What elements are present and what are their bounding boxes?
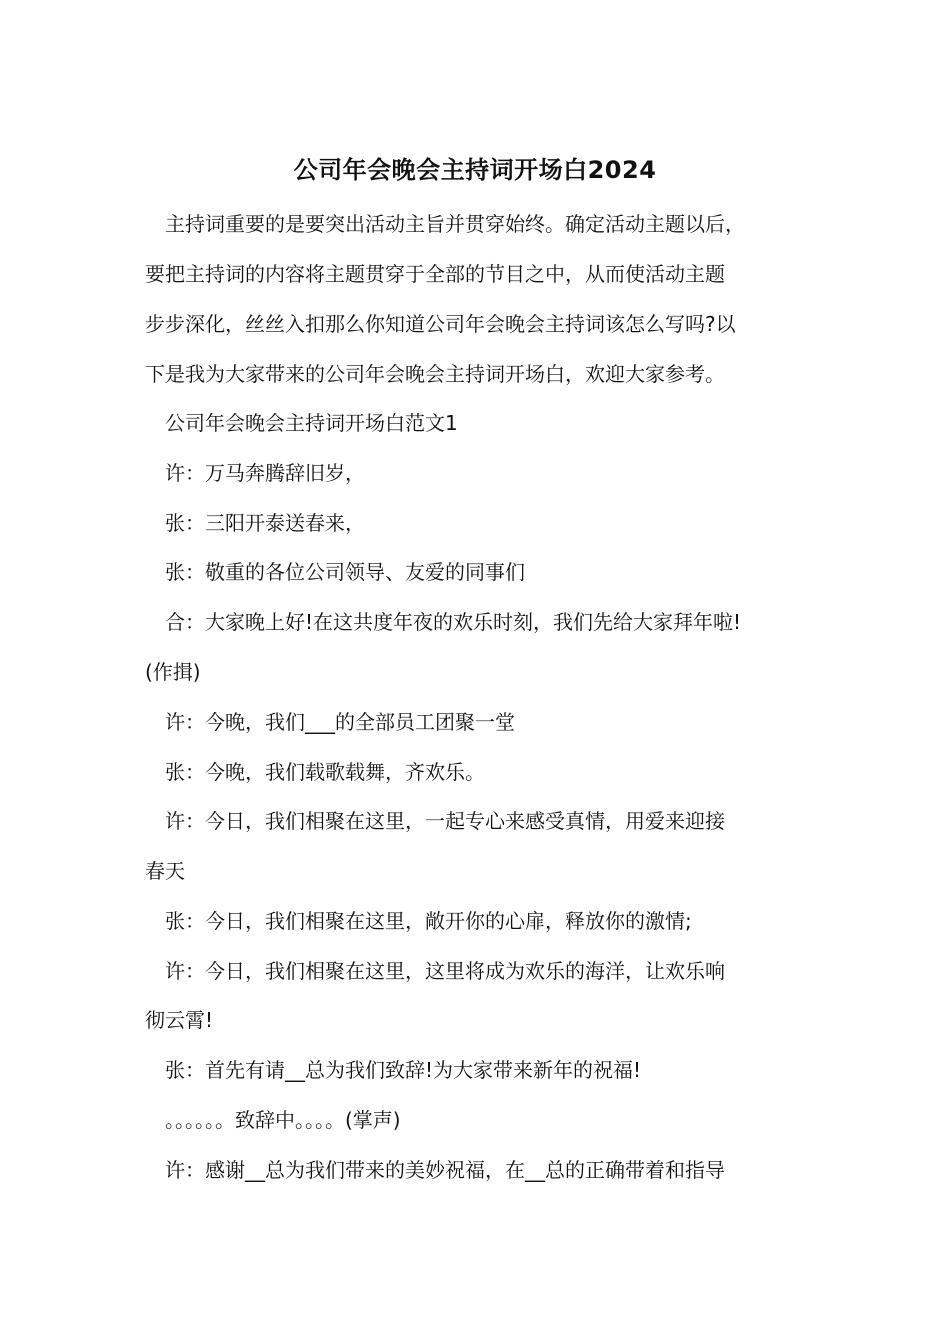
dialogue-line: 张：首先有请__总为我们致辞!为大家带来新年的祝福! xyxy=(145,1058,642,1082)
dialogue-line: 许：感谢__总为我们带来的美妙祝福，在__总的正确带着和指导 xyxy=(145,1158,725,1182)
paragraph-line: 步步深化，丝丝入扣那么你知道公司年会晚会主持词该怎么写吗?以 xyxy=(145,312,736,336)
dialogue-line: 彻云霄! xyxy=(145,1008,214,1032)
paragraph-line: 主持词重要的是要突出活动主旨并贯穿始终。确定活动主题以后， xyxy=(145,212,745,236)
dialogue-line: 张：今晚，我们载歌载舞，齐欢乐。 xyxy=(145,760,485,784)
dialogue-line: 张：敬重的各位公司领导、友爱的同事们 xyxy=(145,560,525,584)
dialogue-line: 合：大家晚上好!在这共度年夜的欢乐时刻，我们先给大家拜年啦! xyxy=(145,610,742,634)
paragraph-line: 下是我为大家带来的公司年会晚会主持词开场白，欢迎大家参考。 xyxy=(145,362,725,386)
dialogue-line: (作揖) xyxy=(145,660,201,684)
dialogue-line: 许：万马奔腾辞旧岁， xyxy=(145,461,365,485)
dialogue-line: 许：今晚，我们___的全部员工团聚一堂 xyxy=(145,710,515,734)
dialogue-line: 张：今日，我们相聚在这里，敞开你的心扉，释放你的激情; xyxy=(145,909,692,933)
dialogue-line: 。。。。。。致辞中。。。。(掌声) xyxy=(145,1108,401,1132)
dialogue-line: 张：三阳开泰送春来， xyxy=(145,511,365,535)
document-title: 公司年会晚会主持词开场白2024 xyxy=(293,156,657,184)
paragraph-line: 要把主持词的内容将主题贯穿于全部的节目之中，从而使活动主题 xyxy=(145,262,725,286)
dialogue-line: 许：今日，我们相聚在这里，这里将成为欢乐的海洋，让欢乐响 xyxy=(145,959,725,983)
dialogue-line: 春天 xyxy=(145,859,185,883)
dialogue-line: 许：今日，我们相聚在这里，一起专心来感受真情，用爱来迎接 xyxy=(145,809,725,833)
section-heading: 公司年会晚会主持词开场白范文1 xyxy=(145,411,458,435)
